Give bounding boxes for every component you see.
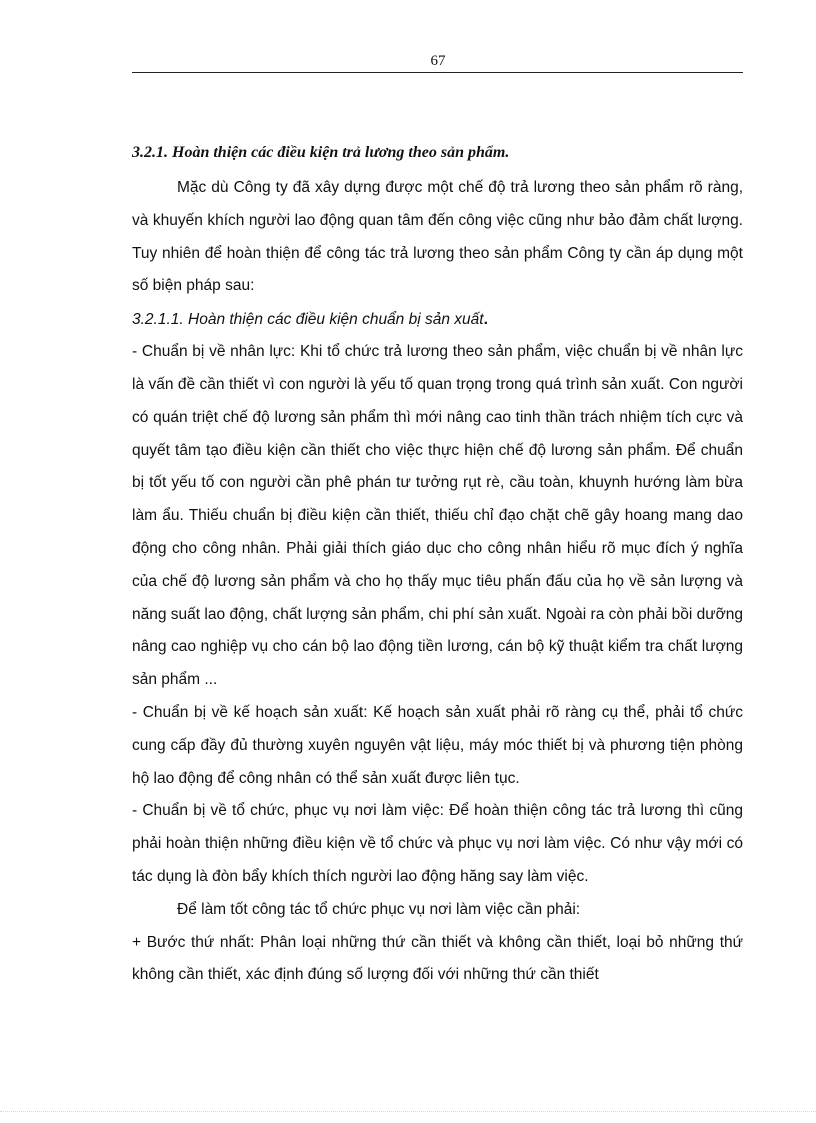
page-bottom-edge [0,1111,816,1112]
subsection-title-period: . [483,311,488,329]
intro-paragraph: Mặc dù Công ty đã xây dựng được một chế độ trả lương theo sản phẩm rõ ràng, và khuyến khích người lao động quan tâm đến công việc cũng như bảo đảm chất lượng. Tuy nhiên để hoàn thiện để công tác trả lương theo sản phẩm Công ty cần áp dụng một số biện pháp sau: [132,179,743,295]
step-one-paragraph: + Bước thứ nhất: Phân loại những thứ cần thiết và không cần thiết, loại bỏ những thứ không cần thiết, xác định đúng số lượng đối với những thứ cần thiết [132,933,743,984]
section-title: 3.2.1. Hoàn thiện các điều kiện trả lương theo sản phẩm. [132,144,510,161]
lead-in-paragraph: Để làm tốt công tác tổ chức phục vụ nơi làm việc cần phải: [177,900,581,918]
page-number: 67 [430,53,446,69]
header-rule [132,72,743,73]
paragraph-nhan-luc: - Chuẩn bị về nhân lực: Khi tổ chức trả lương theo sản phẩm, việc chuẩn bị về nhân lực là vấn đề cần thiết vì con người là yếu tố quan trọng trong quá trình sản xuất. Con người có quán triệt chế độ lương sản phẩm thì mới nâng cao tinh thần trách nhiệm tích cực và quyết tâm tạo điều kiện cần thiết cho việc thực hiện chế độ lương sản phẩm. Để chuẩn bị tốt yếu tố con người cần phê phán tư tưởng rụt rè, cầu toàn, khuynh hướng làm bừa làm ẩu. Thiếu chuẩn bị điều kiện cần thiết, thiếu chỉ đạo chặt chẽ gây hoang mang dao động cho công nhân. Phải giải thích giáo dục cho công nhân hiểu rõ mục đích ý nghĩa của chế độ lương sản phẩm và cho họ thấy mục tiêu phấn đấu của họ về sản lượng và năng suất lao động, chất lượng sản phẩm, chi phí sản xuất. Ngoài ra còn phải bồi dưỡng nâng cao nghiệp vụ cho cán bộ lao động tiền lương, cán bộ kỹ thuật kiểm tra chất lượng sản phẩm ... [132,343,743,689]
paragraph-ke-hoach: - Chuẩn bị về kế hoạch sản xuất: Kế hoạch sản xuất phải rõ ràng cụ thể, phải tổ chức cung cấp đầy đủ thường xuyên nguyên vật liệu, máy móc thiết bị và phương tiện phòng hộ lao động để công nhân có thể sản xuất được liên tục. [132,703,743,787]
subsection-title-text: 3.2.1.1. Hoàn thiện các điều kiện chuẩn bị sản xuất [132,311,484,329]
paragraph-to-chuc: - Chuẩn bị về tổ chức, phục vụ nơi làm việc: Để hoàn thiện công tác trả lương thì cũng phải hoàn thiện những điều kiện về tổ chức và phục vụ nơi làm việc. Có như vậy mới có tác dụng là đòn bẩy khích thích người lao động hăng say làm việc. [132,802,743,885]
subsection-title [132,303,743,336]
document-body [132,140,743,992]
